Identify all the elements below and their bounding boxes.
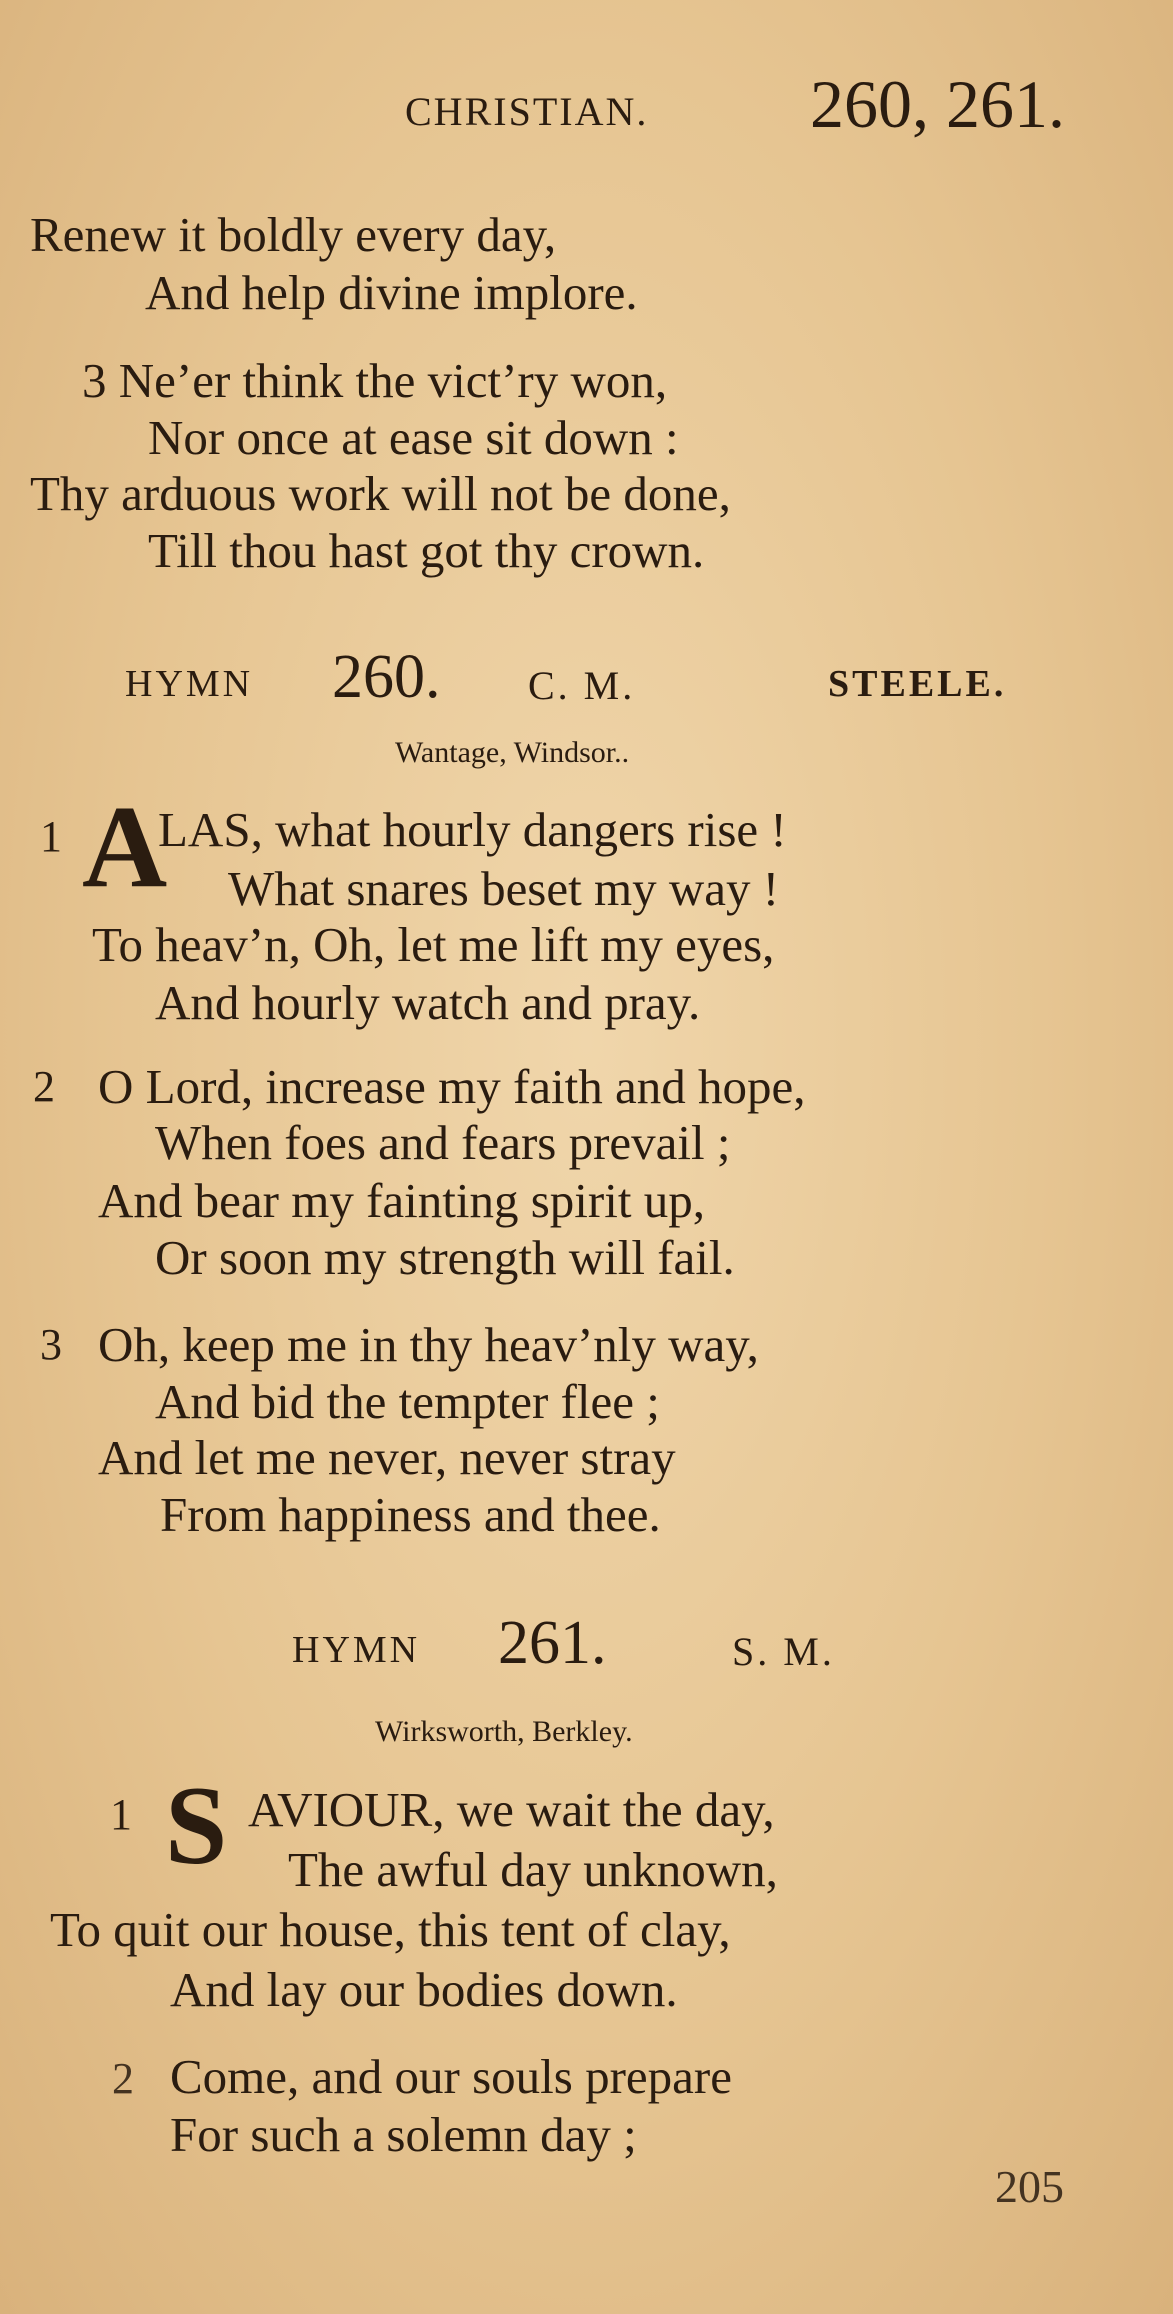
continuation-line-4: Nor once at ease sit down : (148, 410, 679, 465)
hymn260-verse3-line-2: And bid the tempter flee ; (155, 1374, 660, 1429)
hymn261-dropcap: S (165, 1764, 228, 1888)
hymn261-verse1-number: 1 (110, 1790, 132, 1839)
hymn261-tunes: Wirksworth, Berkley. (375, 1715, 633, 1748)
hymn260-number: 260. (332, 643, 441, 711)
continuation-line-1: Renew it boldly every day, (30, 207, 557, 262)
running-head-title: CHRISTIAN. (405, 89, 649, 134)
hymn260-verse1-line-3: To heav’n, Oh, let me lift my eyes, (92, 917, 775, 972)
hymn261-meter: S. M. (732, 1629, 835, 1674)
hymn260-label: HYMN (125, 663, 254, 705)
hymn260-verse2-line-4: Or soon my strength will fail. (155, 1230, 735, 1285)
hymn260-meter: C. M. (528, 663, 636, 708)
hymn260-verse2-number: 2 (33, 1062, 55, 1111)
hymn260-verse2-line-1: O Lord, increase my faith and hope, (98, 1059, 806, 1114)
hymn261-number: 261. (498, 1609, 607, 1677)
hymn261-verse2-line-2: For such a solemn day ; (170, 2107, 637, 2162)
hymn261-verse2-line-1: Come, and our souls prepare (170, 2049, 732, 2104)
hymn260-dropcap: A (82, 781, 168, 912)
running-head-numbers: 260, 261. (810, 66, 1065, 142)
hymn260-verse1-line-1: LAS, what hourly dangers rise ! (158, 802, 787, 857)
hymn261-verse1-line-2: The awful day unknown, (288, 1842, 778, 1897)
continuation-line-6: Till thou hast got thy crown. (148, 523, 705, 578)
hymn261-verse1-line-1: AVIOUR, we wait the day, (248, 1782, 775, 1837)
hymn261-verse2-number: 2 (112, 2054, 134, 2103)
hymn260-tunes: Wantage, Windsor.. (395, 736, 630, 769)
hymn260-author: STEELE. (828, 663, 1007, 705)
hymn260-verse3-number: 3 (40, 1320, 62, 1369)
hymn260-verse2-line-2: When foes and fears prevail ; (155, 1115, 731, 1170)
continuation-line-2: And help divine implore. (145, 265, 638, 320)
hymn260-verse3-line-3: And let me never, never stray (98, 1430, 676, 1485)
hymn260-verse1-line-4: And hourly watch and pray. (155, 975, 701, 1030)
continuation-line-5: Thy arduous work will not be done, (30, 466, 731, 521)
hymn261-verse1-line-3: To quit our house, this tent of clay, (50, 1902, 731, 1957)
hymn261-verse1-line-4: And lay our bodies down. (170, 1962, 678, 2017)
hymn260-verse1-line-2: What snares beset my way ! (228, 861, 780, 916)
hymn260-verse1-number: 1 (40, 812, 62, 861)
page-number: 205 (995, 2161, 1064, 2212)
hymn260-verse2-line-3: And bear my fainting spirit up, (98, 1173, 705, 1228)
hymn260-verse3-line-1: Oh, keep me in thy heav’nly way, (98, 1317, 759, 1372)
hymn260-verse3-line-4: From happiness and thee. (160, 1487, 661, 1542)
hymn261-label: HYMN (292, 1629, 421, 1671)
continuation-line-3: 3 Ne’er think the vict’ry won, (82, 353, 668, 408)
